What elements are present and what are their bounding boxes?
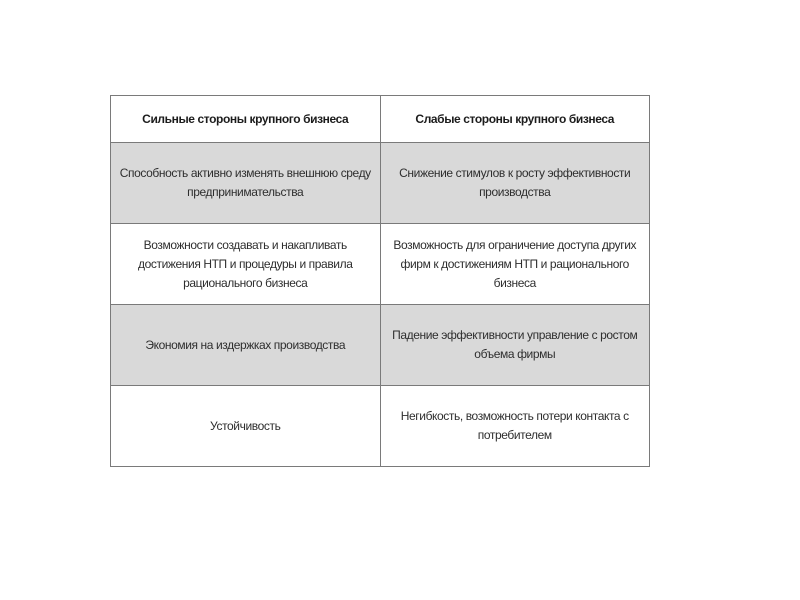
- table-row: [111, 305, 650, 386]
- weakness-cell: Возможность для ограничение доступа других фирм к достижениям НТП и рационального бизнеса: [380, 224, 650, 305]
- strength-cell: Способность активно изменять внешнюю среду предпринимательства: [111, 143, 381, 224]
- header-strengths: Сильные стороны крупного бизнеса: [111, 96, 381, 143]
- strength-cell: Экономия на издержках производства: [111, 305, 381, 386]
- weakness-cell: Снижение стимулов к росту эффективности производства: [380, 143, 650, 224]
- table-row: [111, 143, 650, 224]
- header-weaknesses: Слабые стороны крупного бизнеса: [380, 96, 650, 143]
- strengths-weaknesses-table: [110, 95, 650, 467]
- comparison-table-container: [110, 95, 650, 467]
- table-row: [111, 224, 650, 305]
- table-header-row: [111, 96, 650, 143]
- weakness-cell: Падение эффективности управление с ростом объема фирмы: [380, 305, 650, 386]
- table-row: [111, 386, 650, 467]
- strength-cell: Устойчивость: [111, 386, 381, 467]
- strength-cell: Возможности создавать и накапливать достижения НТП и процедуры и правила рационального бизнеса: [111, 224, 381, 305]
- weakness-cell: Негибкость, возможность потери контакта с потребителем: [380, 386, 650, 467]
